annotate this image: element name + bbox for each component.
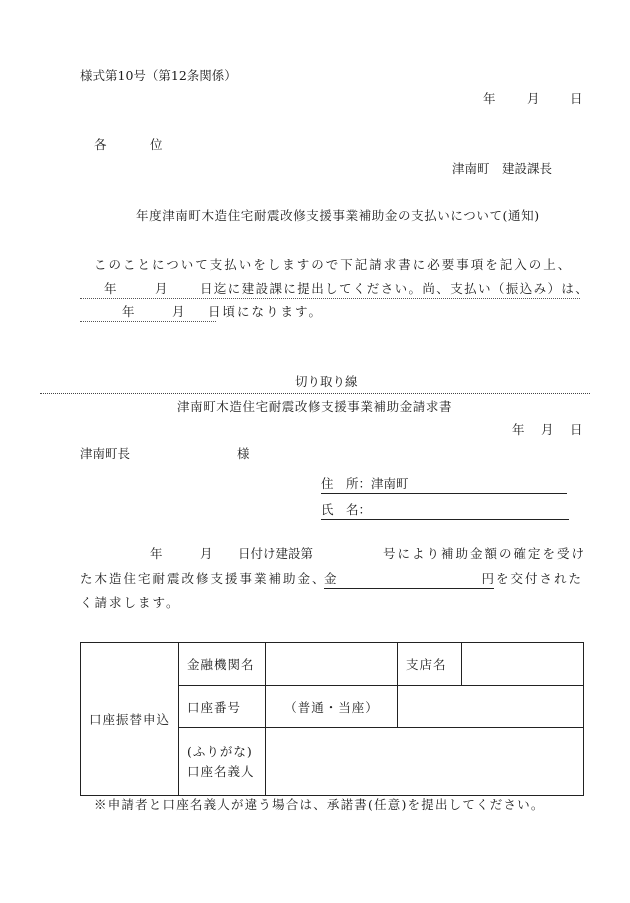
account-number-cell[interactable] <box>398 686 584 728</box>
transfer-request-header: 口座振替申込 <box>81 643 179 796</box>
bank-transfer-table <box>80 642 584 796</box>
form-number: 様式第10号（第12条関係） <box>80 68 237 83</box>
claim-body-line3: く請求します。 <box>80 595 181 610</box>
name-field[interactable] <box>321 504 569 520</box>
cut-line-label: 切り取り線 <box>295 374 358 389</box>
notice-body-line3 <box>80 304 324 321</box>
claim-body-line2 <box>80 573 585 589</box>
decision-month: 月 <box>200 546 213 561</box>
bank-name-label: 金融機関名 <box>179 643 266 686</box>
deadline-text: 日迄に建設課に提出してください。尚、支払い（振込み）は、 <box>200 281 590 296</box>
claim-honorific: 様 <box>237 446 250 461</box>
claim-line2-post: を交付された <box>496 571 584 586</box>
claim-addressee: 津南町長 <box>80 446 131 461</box>
notice-body-line2 <box>80 281 590 299</box>
deadline-month: 月 <box>155 281 168 296</box>
cut-line <box>40 393 590 394</box>
notice-body-line1: このことについて支払いをしますので下記請求書に必要事項を記入の上、 <box>94 257 573 272</box>
notice-date-month: 月 <box>527 91 540 106</box>
branch-label: 支店名 <box>398 643 462 686</box>
claim-body-line1 <box>80 548 585 563</box>
name-label: 氏 名： <box>321 502 372 517</box>
claim-date-day: 日 <box>570 422 583 437</box>
payment-text: 日頃になります。 <box>208 304 324 319</box>
claim-line2-pre: た木造住宅耐震改修支援事業補助金、 <box>80 571 327 586</box>
decision-rest: 号により補助金額の確定を受け <box>383 546 587 561</box>
addressee-i: 位 <box>150 137 163 152</box>
account-holder-label-cell <box>179 728 266 796</box>
amount-field[interactable] <box>324 573 494 589</box>
notice-date-day: 日 <box>570 91 583 106</box>
claim-title: 津南町木造住宅耐震改修支援事業補助金請求書 <box>177 399 453 414</box>
claim-date-month: 月 <box>541 422 554 437</box>
account-type: （普通・当座） <box>266 686 398 728</box>
bank-name-cell[interactable] <box>266 643 398 686</box>
notice-title: 年度津南町木造住宅耐震改修支援事業補助金の支払いについて(通知) <box>136 208 540 223</box>
payment-month: 月 <box>172 304 185 319</box>
account-holder-label: 口座名義人 <box>187 763 255 779</box>
account-number-label: 口座番号 <box>179 686 266 728</box>
deadline-year: 年 <box>104 281 117 296</box>
branch-cell[interactable] <box>462 643 584 686</box>
decision-text: 日付け建設第 <box>238 546 314 561</box>
furigana-label: (ふりがな) <box>187 743 253 759</box>
payment-date-underline <box>80 306 216 322</box>
amount-suffix: 円 <box>481 571 494 586</box>
address-field[interactable] <box>321 478 567 494</box>
amount-prefix: 金 <box>324 571 337 586</box>
footnote: ※申請者と口座名義人が違う場合は、承諾書(任意)を提出してください。 <box>94 797 545 812</box>
account-holder-cell[interactable] <box>266 728 584 796</box>
sender: 津南町 建設課長 <box>452 161 553 176</box>
addressee-kaku: 各 <box>94 137 107 152</box>
notice-date-year: 年 <box>483 91 496 106</box>
payment-year: 年 <box>122 304 135 319</box>
claim-date-year: 年 <box>512 422 525 437</box>
address-label: 住 所：津南町 <box>321 476 409 491</box>
decision-year: 年 <box>150 546 163 561</box>
